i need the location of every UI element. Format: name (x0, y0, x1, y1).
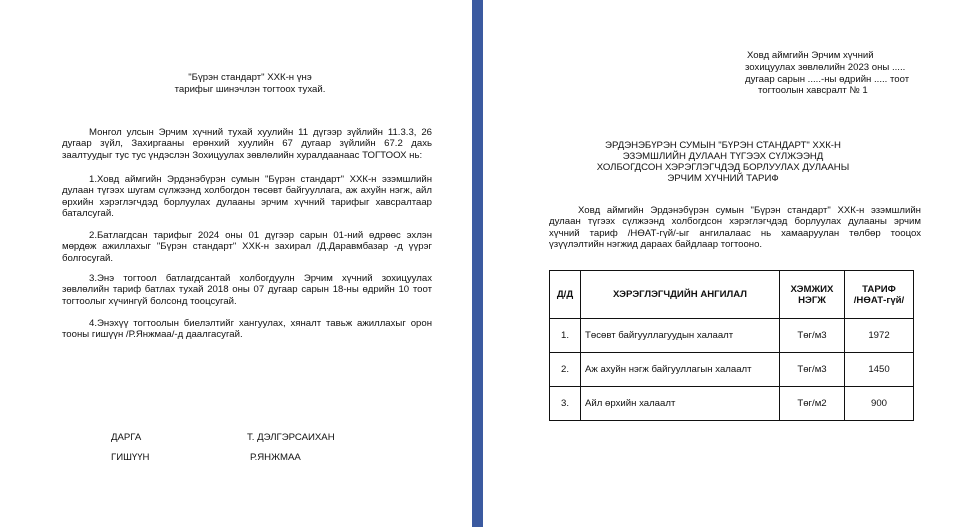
signature-role-chairman: ДАРГА (111, 432, 142, 443)
table-row (550, 319, 914, 353)
row-tariff: 1972 (845, 319, 914, 353)
appendix-title-line4: ЭРЧИМ ХҮЧНИЙ ТАРИФ (667, 173, 779, 184)
resolution-item-1: 1.Ховд аймгийн Эрдэнэбүрэн сумын "Бүрэн стандарт" ХХК-н эзэмшлийн дулаан түгээх шугам сүлжээнд холбогдон төсөвт байгууллага, аж ахуйн нэгж, айл өрхийн хэрэглэгчдэд борлуулах дулааны эрчим хүчний тарифыг хавсралтаар баталсугай. (62, 174, 432, 220)
row-unit: Төг/м2 (780, 387, 845, 421)
appendix-title-line3: ХОЛБОГДСОН ХЭРЭГЛЭГЧДЭД БОРЛУУЛАХ ДУЛААНЫ (596, 162, 850, 173)
row-tariff: 1450 (845, 353, 914, 387)
row-tariff: 900 (845, 387, 914, 421)
col-header-tariff (845, 271, 914, 319)
appendix-header-line1: Ховд аймгийн Эрчим хүчний (747, 50, 874, 61)
row-number: 2. (550, 353, 581, 387)
col-header-unit (780, 271, 845, 319)
row-number: 1. (550, 319, 581, 353)
resolution-item-3: 3.Энэ тогтоол батлагдсантай холбогдуулн Эрчим хүчний зохицуулах зөвлөлийн тариф батлах тухай 2018 оны 07 дугаар сарын 18-ны өдрийн 10 тоот тогтоолыг хүчингүй болсонд тооцсугай. (62, 273, 432, 307)
row-category: Айл өрхийн халаалт (581, 387, 780, 421)
row-category: Аж ахуйн нэгж байгууллагын халаалт (581, 353, 780, 387)
resolution-intro: Монгол улсын Эрчим хүчний тухай хуулийн 11 дүгээр зүйлийн 11.3.3, 26 дугаар зүйл, Захиргааны ерөнхий хуулийн 67 дугаар зүйлийн 67.2 дахь заалтуудыг тус тус үндэслэн Зохицуулах зөвлөлийн хуралдаанаас ТОГТООХ нь: (62, 127, 432, 161)
appendix-header-line2: зохицуулах зөвлөлийн 2023 оны ..... (745, 62, 906, 73)
tariff-table (549, 270, 914, 421)
table-header-row (550, 271, 914, 319)
appendix-title-line2: ЭЗЭМШЛИЙН ДУЛААН ТҮГЭЭХ СҮЛЖЭЭНД (622, 151, 824, 162)
table-row (550, 387, 914, 421)
row-unit: Төг/м3 (780, 319, 845, 353)
table-row (550, 353, 914, 387)
left-document-page (0, 0, 472, 527)
col-header-no: Д/Д (550, 271, 581, 319)
row-unit: Төг/м3 (780, 353, 845, 387)
col-header-tariff-line2: /НӨАТ-гүй/ (853, 294, 905, 306)
appendix-header-line4: тогтоолын хавсралт № 1 (758, 85, 868, 96)
right-document-page (483, 0, 959, 527)
appendix-title-line1: ЭРДЭНЭБҮРЭН СУМЫН "БҮРЭН СТАНДАРТ" ХХК-Н (605, 140, 841, 151)
row-number: 3. (550, 387, 581, 421)
row-category: Төсөвт байгууллагуудын халаалт (581, 319, 780, 353)
appendix-header-line3: дугаар сарын .....-ны өдрийн ..... тоот (745, 74, 910, 85)
resolution-item-2: 2.Батлагдсан тарифыг 2024 оны 01 дүгээр сарын 01-ний өдрөөс эхлэн мөрдөж ажиллахыг "Бүрэн стандарт" ХХК-н захирал /Д.Даравмбазар -д үүрэг болгосугай. (62, 230, 432, 264)
col-header-unit-line1: ХЭМЖИХ (790, 283, 834, 295)
appendix-intro: Ховд аймгийн Эрдэнэбүрэн сумын "Бүрэн стандарт" ХХК-н эзэмшлийн дулаан түгээх сүлжээнд холбогдсон хэрэглэгчдэд борлуулах дулааны эрчим хүчний тариф /НӨАТ-гүй/-ыг ангилалаас нь хамааруулан төлбөр тооцох үзүүлэлтийн нэгжид дараах байдлаар тогтооно. (549, 205, 921, 251)
page-divider (472, 0, 483, 527)
col-header-unit-line2: НЭГЖ (798, 294, 826, 306)
resolution-title-line2: тарифыг шинэчлэн тогтоох тухай. (174, 84, 326, 95)
col-header-category: ХЭРЭГЛЭГЧДИЙН АНГИЛАЛ (581, 271, 780, 319)
signature-role-member: ГИШҮҮН (111, 452, 150, 463)
signature-name-chairman: Т. ДЭЛГЭРСАИХАН (247, 432, 335, 443)
signature-name-member: Р.ЯНЖМАА (250, 452, 301, 463)
col-header-tariff-line1: ТАРИФ (862, 283, 896, 295)
resolution-title-line1: "Бүрэн стандарт" ХХК-н үнэ (188, 72, 312, 83)
resolution-item-4: 4.Энэхүү тогтоолын биелэлтийг хангуулах, хяналт тавьж ажиллахыг орон тооны гишүүн /Р.Янжмаа/-д даалгасугай. (62, 318, 432, 341)
